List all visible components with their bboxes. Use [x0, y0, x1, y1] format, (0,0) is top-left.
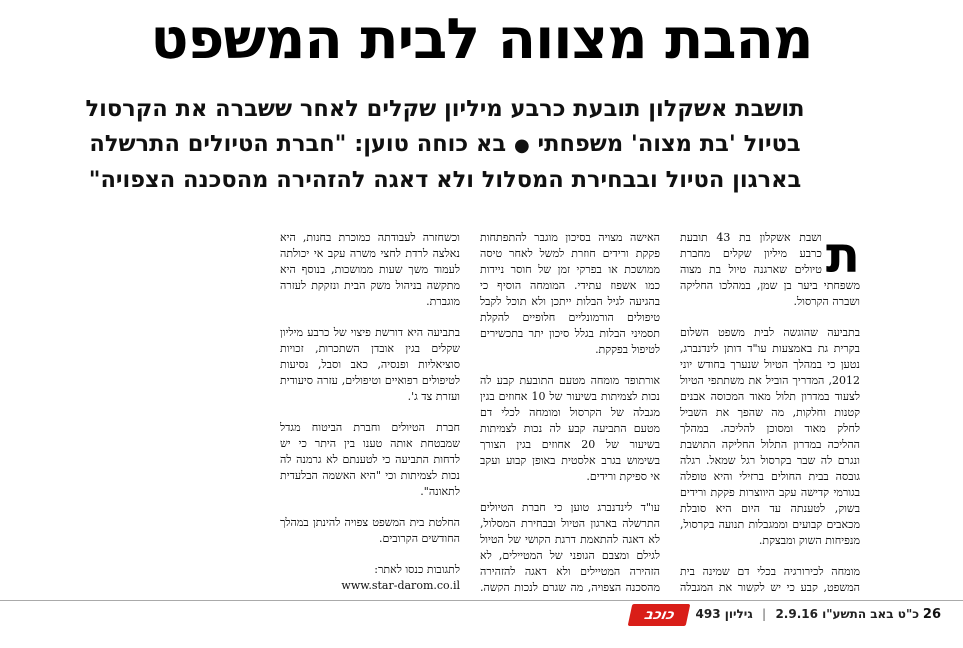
subheadline-line2 — [40, 127, 850, 163]
article-column-3 — [280, 230, 460, 592]
page-footer — [0, 604, 963, 645]
date-hebrew: כ"ט באב התשע"ו — [822, 607, 919, 621]
subheadline-line3: בארגון הטיול ובבחירת המסלול ולא דאגה להזהירה מהסכנה הצפויה" — [88, 167, 802, 193]
article-paragraph: עו"ד לינדנברג טוען כי חברת הטיולים התרשלה בארגון הטיול ובבחירת המסלול, לא דאגה להתאמת דרגת הקושי של הטיול לגילם ומצבם הגופני של המטיילים, לא הזהירה המטיילים ולא דאגה להזהירה מהסכנה הצפויה, מה שגרם לנכות הקשה. — [480, 501, 660, 592]
article-paragraph-text: ושבת אשקלון בת 43 תובעת כרבע מיליון שקלים מחברת טיולים שארגנה טיול בת מצוה משפחתי ביער בן שמן, במהלכו החליקה ושברה הקרסול. — [680, 231, 860, 308]
article-paragraph: החלטת בית המשפט צפויה להינתן במהלך החודשים הקרובים. — [280, 516, 460, 545]
page-number: 26 — [922, 607, 941, 622]
article-column-2 — [480, 230, 660, 592]
article-column-1 — [680, 230, 860, 592]
article-paragraph: בתביעה היא דורשת פיצוי של כרבע מיליון שקלים בגין אובדן השתכרות, זכויות סוציאליות ופנסיה, כאב וסבל, נסיעות לטיפולים רפואיים וטיפולים, עזרה סיעודית ועזרת צד ג'. — [280, 326, 460, 403]
article-paragraph: בתביעה שהוגשה לבית משפט השלום בקרית גת באמצעות עו"ד דותן לינדנברג, נטען כי במהלך הטיול שנערך בחודש יוני 2012, המדריך הוביל את משתתפי הטיול לצעוד במדרון תלול מאוד המכוסה אבנים קטנות וחלקות, מה שהפך את השביל לחלק מאוד ומסוכן להליכה. במהלך ההליכה במדרון התלול החליקה התושבת ונגרם לה שבר בקרסול רגל שמאל. רגלה גובסה בבית החולים ברזילי והיא טופלה בגורמי קדישה עקב היווצרות פקקת ורידים בשוק, לטענתה עד היום היא סובלת מכאבים קבועים וממגבלות תנועה בקרסול, מנפיחות השוק ומבצקת. — [680, 326, 860, 547]
article-paragraph: מומחה לכירורגיה בכלי דם שמינה בית המשפט, קבע כי יש לקשור את המגבלה — [680, 565, 860, 592]
subheadline-line1: תושבת אשקלון תובעת כרבע מיליון שקלים לאחר ששברה את הקרסול — [85, 96, 805, 122]
subheadline-line2-part2: בא כוחה טוען: "חברת הטיולים התרשלה — [89, 131, 507, 157]
article-paragraph — [680, 230, 860, 310]
article-paragraph: חברת הטיולים וחברת הביטוח מגדל שמבטחת אותה טענו בין היתר כי יש לדחות התביעה כי לטענתם לא גרמנה לה נכות לצמיתות וכי "היא האשמה הבלעדית לתאונה". — [280, 421, 460, 498]
article-body — [80, 230, 860, 592]
article-paragraph: אורתופד מומחה מטעם התובעת קבע לה נכות לצמיתות בשיעור של 10 אחוזים בגין מגבלה של הקרסול ומומחה לכלי דם מטעם התביעה קבע לה נכות לצמיתות בשיעור של 20 אחוזים בגין הצורך בשימוש בגרב אלסטית באופן קבוע ועקב אי ספיקת ורידים. — [480, 374, 660, 483]
issue-number: גיליון 493 — [695, 607, 753, 621]
footer-divider — [0, 600, 963, 601]
article-paragraph: האישה מצויה בסיכון מוגבר להתפתחות פקקת ורידים חוזרת למשל לאחר טיסה ממושכת או בפרקי זמן של חוסר ניידות כמו אשפוז עתידי. המומחה הוסיף כי בהגיעה לגיל הבלות ייתכן ולא תוכל לקבל טיפולים הורמונליים חלופיים להקלת תסמיני הבלות בגלל סיכון יתר בתכשירים לטיפול בפקקת. — [480, 231, 660, 356]
bullet-dot-icon: ● — [513, 135, 530, 156]
contact-label: לתגובות כנסו לאתר: — [374, 563, 460, 576]
headline: מהבת מצווה לבית המשפט — [150, 7, 813, 72]
article-paragraph: וכשחזרה לעבודתה כמוכרת בחנות, היא נאלצה לרדת לחצי משרה עקב אי יכולתה לעמוד משך שעות ממושכות, בנוסף היא מתקשה בניהול משק הבית ונזקקת לעזרה מוגברת. — [280, 231, 460, 308]
contact-url[interactable]: www.star-darom.co.il — [341, 579, 460, 592]
date-gregorian: 2.9.16 — [775, 607, 818, 621]
issue-info — [696, 607, 919, 621]
separator: | — [761, 607, 767, 621]
dropcap-letter: ת — [825, 230, 860, 284]
publication-logo: כוכב הדרום — [628, 604, 691, 626]
subheadline — [40, 92, 850, 198]
subheadline-line2-part1: בטיול 'בת מצוה' משפחתי — [537, 131, 801, 157]
